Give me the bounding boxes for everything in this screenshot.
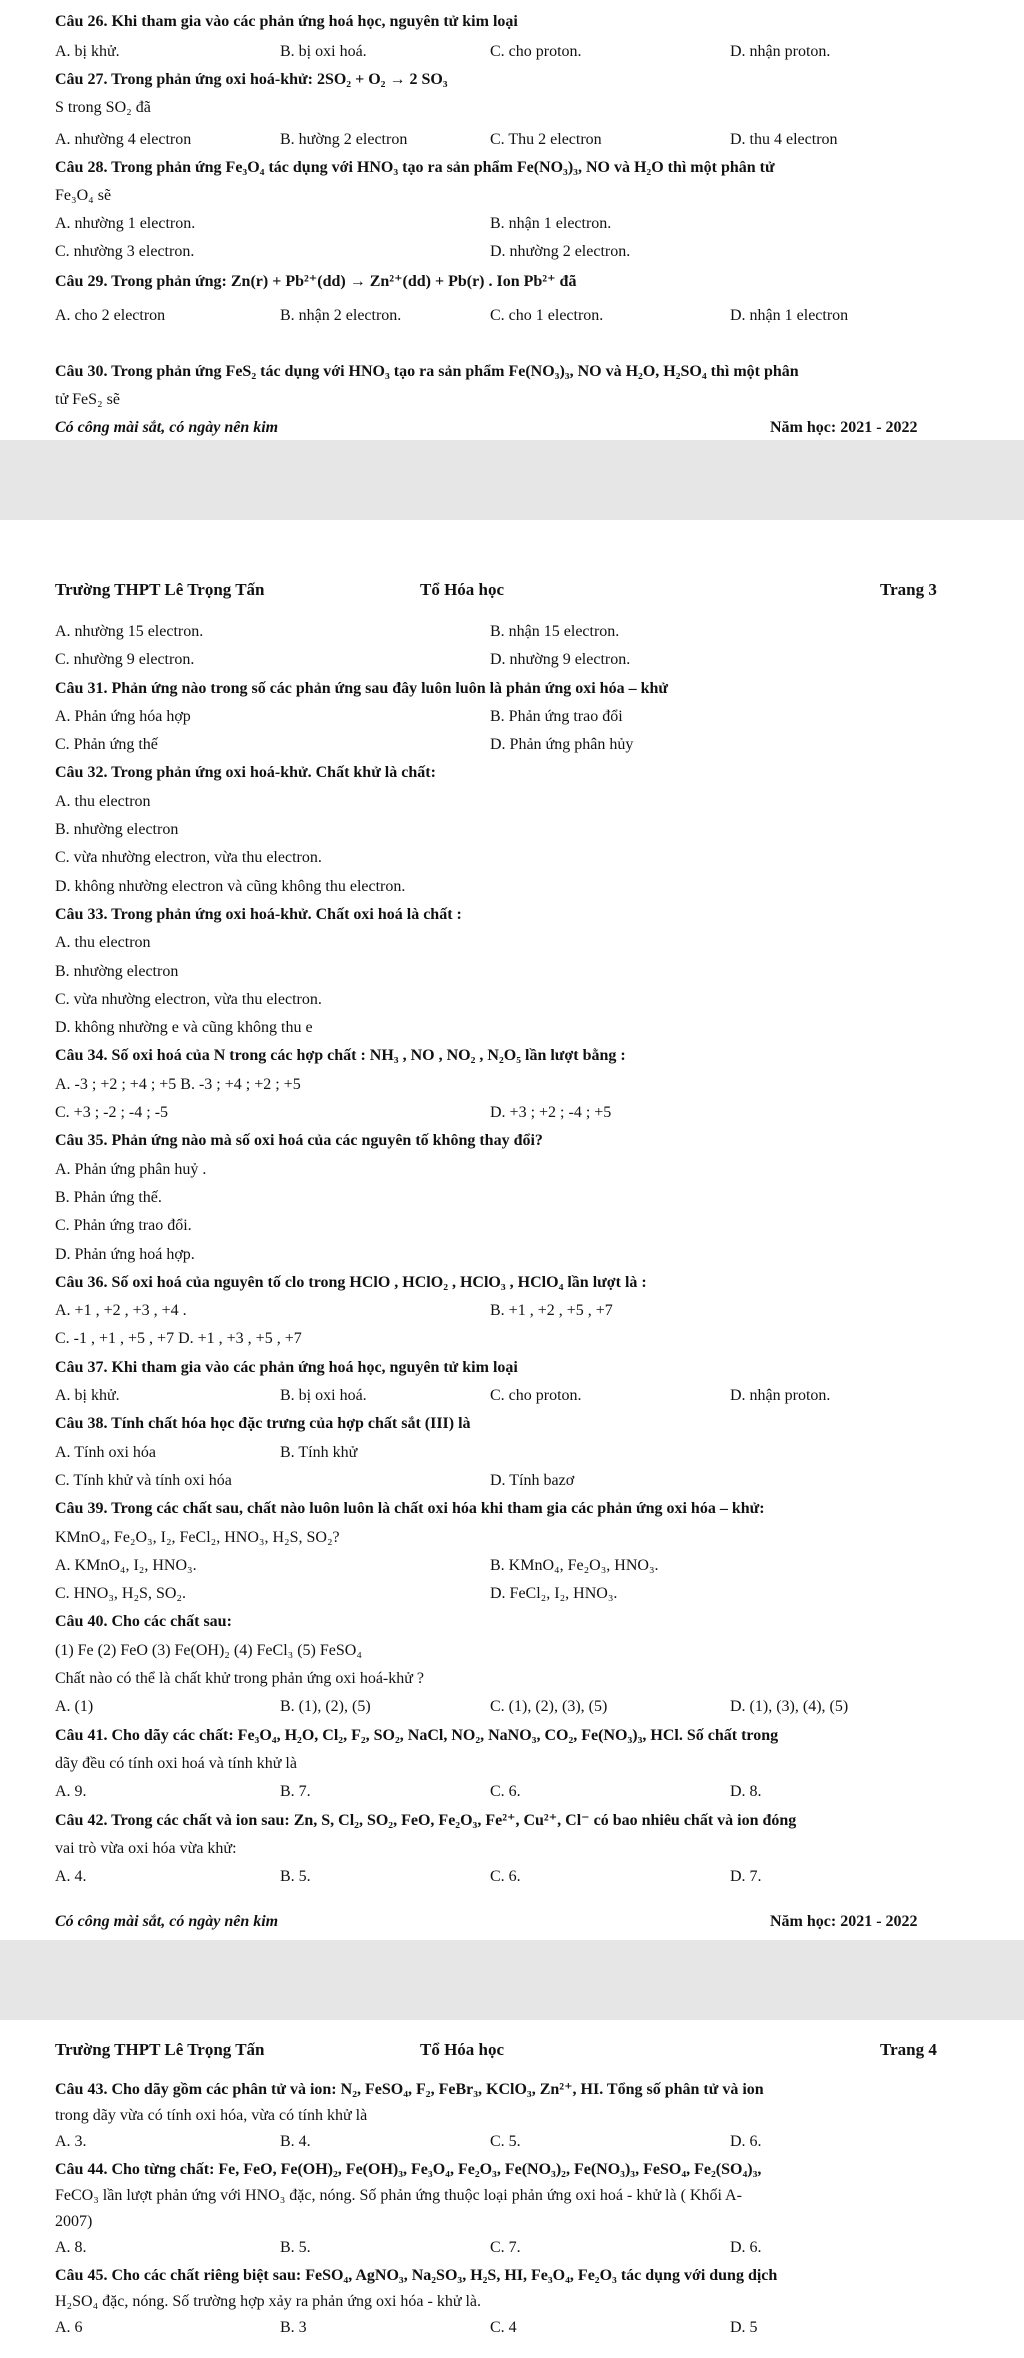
answer-option: B. nhận 2 electron.: [280, 307, 402, 324]
doc-line: C. +3 ; -2 ; -4 ; -5: [55, 1104, 169, 1121]
doc-line: 2007): [55, 2213, 93, 2230]
doc-line: A. 4.: [55, 1868, 87, 1885]
doc-line: C. Tính khử và tính oxi hóa: [55, 1472, 232, 1489]
doc-line: Câu 33. Trong phản ứng oxi hoá-khử. Chất oxi hoá là chất :: [55, 906, 462, 923]
answer-option: B. 7.: [280, 1783, 311, 1800]
doc-line: Câu 36. Số oxi hoá của nguyên tố clo trong HClO , HClO₂ , HClO₃ , HClO₄ lần lượt là :: [55, 1274, 647, 1291]
answer-option: B. bị oxi hoá.: [280, 43, 367, 60]
doc-line: Câu 42. Trong các chất và ion sau: Zn, S, Cl₂, SO₂, FeO, Fe₂O₃, Fe²⁺, Cu²⁺, Cl⁻ có bao nhiêu chất và ion đóng: [55, 1812, 797, 1829]
answer-option: D. nhận proton.: [730, 1387, 831, 1404]
answer-option: D. (1), (3), (4), (5): [730, 1698, 849, 1715]
doc-line: C. Phản ứng trao đổi.: [55, 1217, 192, 1234]
doc-line: D. không nhường e và cũng không thu e: [55, 1019, 313, 1036]
doc-line: A. cho 2 electron: [55, 307, 166, 324]
answer-option: D. +3 ; +2 ; -4 ; +5: [490, 1104, 612, 1121]
answer-option: D. nhận 1 electron: [730, 307, 849, 324]
doc-line: A. nhường 1 electron.: [55, 215, 196, 232]
answer-option: B. 5.: [280, 2239, 311, 2256]
answer-option: C. 4: [490, 2319, 517, 2336]
answer-option: B. Phản ứng trao đổi: [490, 708, 623, 725]
answer-option: C. 6.: [490, 1868, 521, 1885]
answer-option: D. Phản ứng phân hủy: [490, 736, 634, 753]
answer-option: B. nhận 15 electron.: [490, 623, 620, 640]
doc-line: B. Phản ứng thế.: [55, 1189, 162, 1206]
doc-line: A. +1 , +2 , +3 , +4 .: [55, 1302, 187, 1319]
answer-option: C. Thu 2 electron: [490, 131, 602, 148]
answer-option: D. 8.: [730, 1783, 762, 1800]
doc-line: D. Phản ứng hoá hợp.: [55, 1246, 195, 1263]
answer-option: B. KMnO₄, Fe₂O₃, HNO₃.: [490, 1557, 659, 1574]
doc-line: S trong SO₂ đã: [55, 99, 151, 116]
doc-line: C. HNO₃, H₂S, SO₂.: [55, 1585, 186, 1602]
answer-option: B. 3: [280, 2319, 307, 2336]
doc-line: A. bị khử.: [55, 43, 120, 60]
doc-line: tử FeS₂ sẽ: [55, 391, 120, 408]
doc-line: A. thu electron: [55, 934, 151, 951]
page-gap-2: [0, 1940, 1024, 2020]
answer-option: C. cho proton.: [490, 1387, 582, 1404]
doc-line: Câu 35. Phản ứng nào mà số oxi hoá của các nguyên tố không thay đổi?: [55, 1132, 543, 1149]
doc-line: A. KMnO₄, I₂, HNO₃.: [55, 1557, 197, 1574]
answer-option: D. 6.: [730, 2133, 762, 2150]
doc-line: D. không nhường electron và cũng không thu electron.: [55, 878, 406, 895]
answer-option: B. 4.: [280, 2133, 311, 2150]
answer-option: D. thu 4 electron: [730, 131, 838, 148]
header-page-number: Trang 4: [880, 2040, 937, 2059]
answer-option: C. (1), (2), (3), (5): [490, 1698, 608, 1715]
doc-line: B. nhường electron: [55, 821, 179, 838]
doc-line: Câu 39. Trong các chất sau, chất nào luôn luôn là chất oxi hóa khi tham gia các phản ứng oxi hóa – khử:: [55, 1500, 765, 1517]
doc-line: Câu 30. Trong phản ứng FeS₂ tác dụng với HNO₃ tạo ra sản phẩm Fe(NO₃)₃, NO và H₂O, H₂SO₄ thì một phân: [55, 363, 799, 380]
header-department: Tổ Hóa học: [420, 2040, 505, 2059]
answer-option: D. nhường 2 electron.: [490, 243, 631, 260]
doc-line: C. Phản ứng thế: [55, 736, 158, 753]
doc-line: A. 6: [55, 2319, 83, 2336]
footer-school-year: Năm học: 2021 - 2022: [770, 419, 918, 436]
doc-line: C. vừa nhường electron, vừa thu electron.: [55, 849, 322, 866]
answer-option: D. 5: [730, 2319, 758, 2336]
doc-line: Câu 29. Trong phản ứng: Zn(r) + Pb²⁺(dd) → Zn²⁺(dd) + Pb(r) . Ion Pb²⁺ đã: [55, 273, 577, 290]
doc-line: Câu 32. Trong phản ứng oxi hoá-khử. Chất khử là chất:: [55, 764, 436, 781]
header-school: Trường THPT Lê Trọng Tấn: [55, 2040, 265, 2059]
doc-line: Câu 38. Tính chất hóa học đặc trưng của hợp chất sắt (III) là: [55, 1415, 471, 1432]
answer-option: C. cho proton.: [490, 43, 582, 60]
answer-option: C. 7.: [490, 2239, 521, 2256]
doc-line: A. nhường 4 electron: [55, 131, 192, 148]
doc-line: Câu 27. Trong phản ứng oxi hoá-khử: 2SO₂ + O₂ → 2 SO₃: [55, 71, 448, 88]
doc-line: A. bị khử.: [55, 1387, 120, 1404]
header-department: Tổ Hóa học: [420, 580, 505, 599]
answer-option: B. +1 , +2 , +5 , +7: [490, 1302, 613, 1319]
doc-line: C. -1 , +1 , +5 , +7 D. +1 , +3 , +5 , +7: [55, 1330, 302, 1347]
doc-line: Câu 41. Cho dãy các chất: Fe₃O₄, H₂O, Cl₂, F₂, SO₂, NaCl, NO₂, NaNO₃, CO₂, Fe(NO₃)₃, HCl. Số chất trong: [55, 1727, 779, 1744]
answer-option: D. Tính bazơ: [490, 1472, 575, 1489]
doc-line: trong dãy vừa có tính oxi hóa, vừa có tính khử là: [55, 2107, 368, 2124]
doc-line: C. nhường 3 electron.: [55, 243, 195, 260]
doc-line: A. Tính oxi hóa: [55, 1444, 157, 1461]
answer-option: B. nhận 1 electron.: [490, 215, 612, 232]
answer-option: D. FeCl₂, I₂, HNO₃.: [490, 1585, 618, 1602]
answer-option: D. nhận proton.: [730, 43, 831, 60]
doc-line: Fe₃O₄ sẽ: [55, 187, 112, 204]
page-gap-1: [0, 440, 1024, 520]
footer-motto: Có công mài sắt, có ngày nên kim: [55, 1913, 279, 1930]
doc-line: C. nhường 9 electron.: [55, 651, 195, 668]
doc-line: KMnO₄, Fe₂O₃, I₂, FeCl₂, HNO₃, H₂S, SO₂?: [55, 1529, 340, 1546]
doc-line: Câu 37. Khi tham gia vào các phản ứng hoá học, nguyên tử kim loại: [55, 1359, 518, 1376]
doc-line: Câu 31. Phản ứng nào trong số các phản ứng sau đây luôn luôn là phản ứng oxi hóa – khử: [55, 680, 668, 697]
doc-line: A. nhường 15 electron.: [55, 623, 204, 640]
answer-option: C. cho 1 electron.: [490, 307, 604, 324]
answer-option: B. (1), (2), (5): [280, 1698, 371, 1715]
doc-line: A. 9.: [55, 1783, 87, 1800]
doc-line: A. Phản ứng phân huỷ .: [55, 1161, 207, 1178]
doc-line: A. 3.: [55, 2133, 87, 2150]
answer-option: B. Tính khử: [280, 1444, 358, 1461]
answer-option: C. 6.: [490, 1783, 521, 1800]
doc-line: Câu 45. Cho các chất riêng biệt sau: FeSO₄, AgNO₃, Na₂SO₃, H₂S, HI, Fe₃O₄, Fe₂O₃ tác dụng với dung dịch: [55, 2267, 778, 2284]
doc-line: Câu 26. Khi tham gia vào các phản ứng hoá học, nguyên tử kim loại: [55, 13, 518, 30]
answer-option: B. 5.: [280, 1868, 311, 1885]
answer-option: D. 7.: [730, 1868, 762, 1885]
doc-line: H₂SO₄ đặc, nóng. Số trường hợp xảy ra phản ứng oxi hóa - khử là.: [55, 2293, 482, 2310]
doc-line: A. Phản ứng hóa hợp: [55, 708, 191, 725]
header-school: Trường THPT Lê Trọng Tấn: [55, 580, 265, 599]
doc-line: A. 8.: [55, 2239, 87, 2256]
doc-line: A. thu electron: [55, 793, 151, 810]
doc-line: Câu 28. Trong phản ứng Fe₃O₄ tác dụng với HNO₃ tạo ra sản phẩm Fe(NO₃)₃, NO và H₂O thì một phân tử: [55, 159, 775, 176]
doc-line: Câu 43. Cho dãy gồm các phân tử và ion: N₂, FeSO₄, F₂, FeBr₃, KClO₃, Zn²⁺, HI. Tổng số phân tử và ion: [55, 2081, 764, 2098]
footer-motto: Có công mài sắt, có ngày nên kim: [55, 419, 279, 436]
doc-line: C. vừa nhường electron, vừa thu electron.: [55, 991, 322, 1008]
doc-line: vai trò vừa oxi hóa vừa khử:: [55, 1840, 237, 1857]
answer-option: B. hường 2 electron: [280, 131, 408, 148]
header-page-number: Trang 3: [880, 580, 937, 599]
doc-line: (1) Fe (2) FeO (3) Fe(OH)₂ (4) FeCl₃ (5) FeSO₄: [55, 1642, 362, 1659]
doc-line: A. -3 ; +2 ; +4 ; +5 B. -3 ; +4 ; +2 ; +5: [55, 1076, 301, 1093]
answer-option: B. bị oxi hoá.: [280, 1387, 367, 1404]
footer-school-year: Năm học: 2021 - 2022: [770, 1913, 918, 1930]
doc-line: Câu 44. Cho từng chất: Fe, FeO, Fe(OH)₂, Fe(OH)₃, Fe₃O₄, Fe₂O₃, Fe(NO₃)₂, Fe(NO₃)₃, FeSO₄, Fe₂(SO₄)₃,: [55, 2161, 762, 2178]
doc-line: A. (1): [55, 1698, 94, 1715]
answer-option: D. nhường 9 electron.: [490, 651, 631, 668]
doc-line: Câu 40. Cho các chất sau:: [55, 1613, 232, 1630]
answer-option: C. 5.: [490, 2133, 521, 2150]
doc-line: Chất nào có thể là chất khử trong phản ứng oxi hoá-khử ?: [55, 1670, 425, 1687]
doc-line: Câu 34. Số oxi hoá của N trong các hợp chất : NH₃ , NO , NO₂ , N₂O₅ lần lượt bằng :: [55, 1047, 626, 1064]
doc-line: dãy đều có tính oxi hoá và tính khử là: [55, 1755, 297, 1772]
doc-line: FeCO₃ lần lượt phản ứng với HNO₃ đặc, nóng. Số phản ứng thuộc loại phản ứng oxi hoá - khử là ( Khối A-: [55, 2187, 742, 2204]
answer-option: D. 6.: [730, 2239, 762, 2256]
doc-line: B. nhường electron: [55, 963, 179, 980]
